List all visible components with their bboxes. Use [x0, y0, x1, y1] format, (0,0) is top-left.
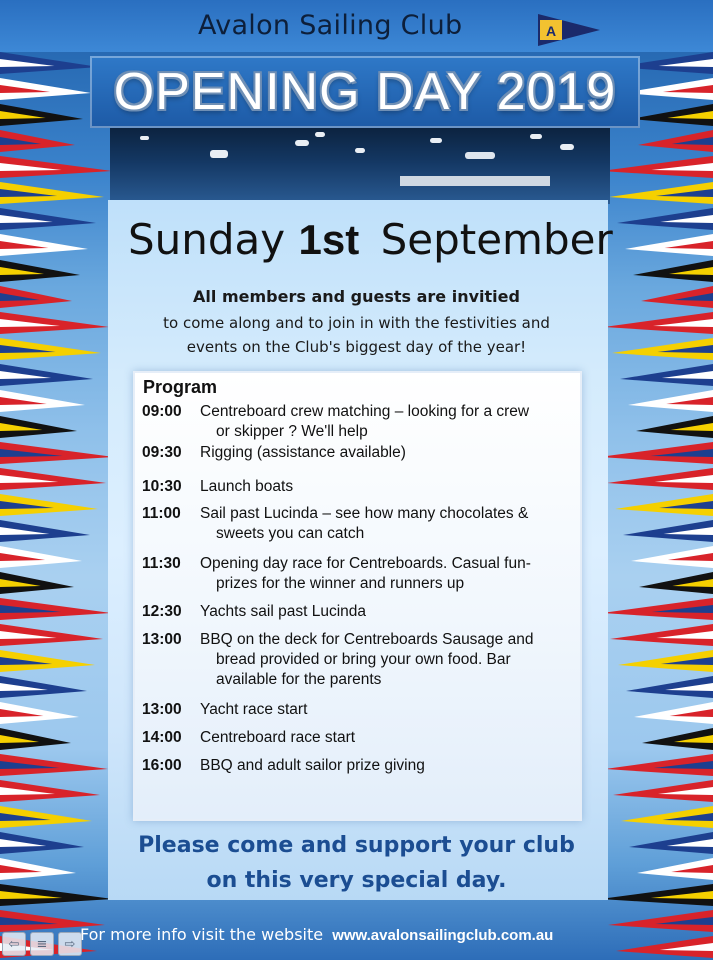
website-link[interactable]: www.avalonsailingclub.com.au — [332, 927, 554, 944]
banner-title: OPENING DAY 2019 — [113, 63, 617, 121]
program-description — [200, 554, 576, 594]
club-name: Avalon Sailing Club — [198, 10, 463, 41]
program-time: 16:00 — [142, 757, 182, 774]
program-description — [200, 402, 576, 442]
left-flag-bunting — [0, 0, 120, 960]
program-description — [200, 756, 576, 776]
program-description-line: BBQ and adult sailor prize giving — [200, 757, 425, 774]
program-time: 13:00 — [142, 631, 182, 648]
program-description-line: Rigging (assistance available) — [200, 444, 406, 461]
program-title: Program — [143, 377, 218, 397]
cta-line-2: on this very special day. — [206, 868, 507, 893]
intro-headline: All members and guests are invitied — [193, 287, 520, 306]
program-description-line: Centreboard crew matching – looking for a crew — [200, 403, 530, 420]
program-description-line: available for the parents — [216, 671, 382, 688]
program-description — [200, 443, 576, 463]
program-description-line: sweets you can catch — [216, 525, 365, 542]
program-time: 11:00 — [142, 505, 181, 522]
program-description — [200, 630, 576, 690]
program-box — [133, 371, 582, 821]
footer-text: For more info visit the website — [80, 925, 324, 944]
program-description-line: Centreboard race start — [200, 729, 356, 746]
burgee-letter: A — [545, 23, 557, 39]
program-description — [200, 728, 576, 748]
program-description — [200, 477, 576, 497]
program-description-line: BBQ on the deck for Centreboards Sausage and — [200, 631, 534, 648]
next-arrow-icon[interactable]: ⇨ — [58, 932, 82, 956]
date-day: 1st — [298, 216, 360, 263]
program-description-line: Yachts sail past Lucinda — [200, 603, 367, 620]
right-flag-bunting — [593, 0, 713, 960]
program-time: 12:30 — [142, 603, 182, 620]
program-time: 11:30 — [142, 555, 181, 572]
date-month: September — [380, 215, 613, 264]
event-banner — [90, 56, 640, 128]
program-description — [200, 602, 576, 622]
cta-line-1: Please come and support your club — [138, 833, 575, 858]
program-description-line: prizes for the winner and runners up — [216, 575, 465, 592]
slide-nav — [2, 932, 82, 956]
program-description-line: bread provided or bring your own food. Bar — [216, 651, 511, 668]
program-description-line: Yacht race start — [200, 701, 308, 718]
marina-photo — [110, 128, 610, 204]
call-to-action — [0, 828, 713, 898]
program-description-line: Opening day race for Centreboards. Casual fun- — [200, 555, 531, 572]
intro-line-2: to come along and to join in with the festivities and — [163, 314, 550, 332]
previous-arrow-icon[interactable]: ⇦ — [2, 932, 26, 956]
program-description-line: Launch boats — [200, 478, 294, 495]
footer — [80, 925, 553, 944]
program-time: 09:30 — [142, 444, 182, 461]
event-date — [128, 215, 613, 264]
program-description-line: Sail past Lucinda – see how many chocolates & — [200, 505, 529, 522]
program-time: 14:00 — [142, 729, 182, 746]
program-description-line: or skipper ? We'll help — [216, 423, 368, 440]
program-description — [200, 504, 576, 544]
menu-icon[interactable]: ≡ — [30, 932, 54, 956]
program-time: 09:00 — [142, 403, 182, 420]
intro-text — [0, 311, 713, 359]
date-weekday: Sunday — [128, 215, 286, 264]
intro-line-3: events on the Club's biggest day of the year! — [186, 338, 527, 356]
club-burgee-icon — [538, 14, 600, 46]
program-time: 10:30 — [142, 478, 182, 495]
program-time: 13:00 — [142, 701, 182, 718]
program-description — [200, 700, 576, 720]
